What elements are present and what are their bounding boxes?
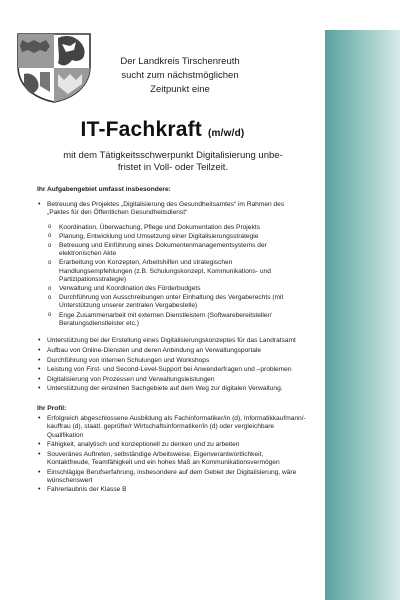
list-item: [37, 201, 307, 328]
intro-line-3: Zeitpunkt eine: [150, 84, 210, 95]
list-item: • Durchführung von internen Schulungen und Workshops: [37, 357, 307, 365]
list-item: o Koordination, Überwachung, Pflege und Dokumentation des Projekts: [47, 224, 307, 232]
list-item: • Souveränes Auftreten, selbständige Arbeitsweise, Eigenverantwortlichkeit, Kontaktfreude, Teamfähigkeit und ein hohes Maß an Kommunikationsvermögen: [37, 451, 307, 467]
list-item: o Erarbeitung von Konzepten, Arbeitshilfen und strategischen Handlungsempfehlungen (z.B. Schulungskonzept, Kommunikations- und Partizipationsstrategie): [47, 259, 307, 284]
list-item: o Betreuung und Einführung eines Dokumentenmanagementsystems der elektronischen Akte: [47, 242, 307, 258]
list-item: • Aufbau von Online-Diensten und deren Anbindung an Verwaltungsportale: [37, 347, 307, 355]
tasks-sub-list: [47, 224, 307, 328]
profile-list: [37, 415, 307, 494]
job-subtitle-line-2: fristet in Voll- oder Teilzeit.: [117, 162, 229, 173]
intro-line-1: Der Landkreis Tirschenreuth: [120, 56, 240, 67]
tasks-main-bullet: Betreuung des Projektes „Digitalisierung des Gesundheitsamtes“ im Rahmen des „Paktes für den Öffentlichen Gesundheitsdienst“: [47, 201, 285, 217]
tasks-main-list: [37, 201, 307, 328]
profile-heading: Ihr Profil:: [37, 405, 67, 412]
intro-text: [100, 55, 260, 97]
list-item: • Unterstützung bei der Erstellung eines Digitalisierungskonzeptes für das Landratsamt: [37, 337, 307, 345]
list-item: • Fahrerlaubnis der Klasse B: [37, 486, 307, 494]
list-item: • Leistung von First- und Second-Level-Support bei Anwenderfragen und –problemen: [37, 366, 307, 374]
decorative-sidebar: [325, 30, 400, 600]
job-subtitle: [42, 150, 304, 174]
list-item: • Einschlägige Berufserfahrung, insbesondere auf dem Gebiet der Digitalisierung, wäre wünschenswert: [37, 469, 307, 485]
list-item: o Planung, Entwicklung und Umsetzung einer Digitalisierungsstrategie: [47, 233, 307, 241]
job-title-text: IT-Fachkraft: [80, 118, 202, 141]
job-title-suffix: (m/w/d): [208, 128, 245, 139]
list-item: • Digitalisierung von Prozessen und Verwaltungsleistungen: [37, 376, 307, 384]
coat-of-arms-icon: [14, 30, 94, 104]
job-title: [0, 118, 325, 142]
tasks-heading: Ihr Aufgabengebiet umfasst insbesondere:: [37, 186, 171, 193]
list-item: o Durchführung von Ausschreibungen unter Einhaltung des Vergaberechts (mit Unterstützung unserer zentralen Vergabestelle): [47, 294, 307, 310]
list-item: • Unterstützung der einzelnen Sachgebiete auf dem Weg zur digitalen Verwaltung.: [37, 385, 307, 393]
list-item: o Verwaltung und Koordination des Förderbudgets: [47, 285, 307, 293]
list-item: • Erfolgreich abgeschlossene Ausbildung als Fachinformatiker/in (d), Informatikkaufmann/-kauffrau (d), staatl. geprüfte/r Wirtschaftsinformatiker/in (d) oder vergleichbare Qualifikation: [37, 415, 307, 440]
list-item: o Enge Zusammenarbeit mit externen Dienstleistern (Softwarebereitsteller/ Beratungsdienstleister etc.): [47, 312, 307, 328]
job-description: [37, 186, 307, 496]
job-subtitle-line-1: mit dem Tätigkeitsschwerpunkt Digitalisierung unbe-: [63, 150, 283, 161]
intro-line-2: sucht zum nächstmöglichen: [121, 70, 239, 81]
list-item: • Fähigkeit, analytisch und konzeptionell zu denken und zu arbeiten: [37, 441, 307, 449]
tasks-more-list: [37, 337, 307, 393]
